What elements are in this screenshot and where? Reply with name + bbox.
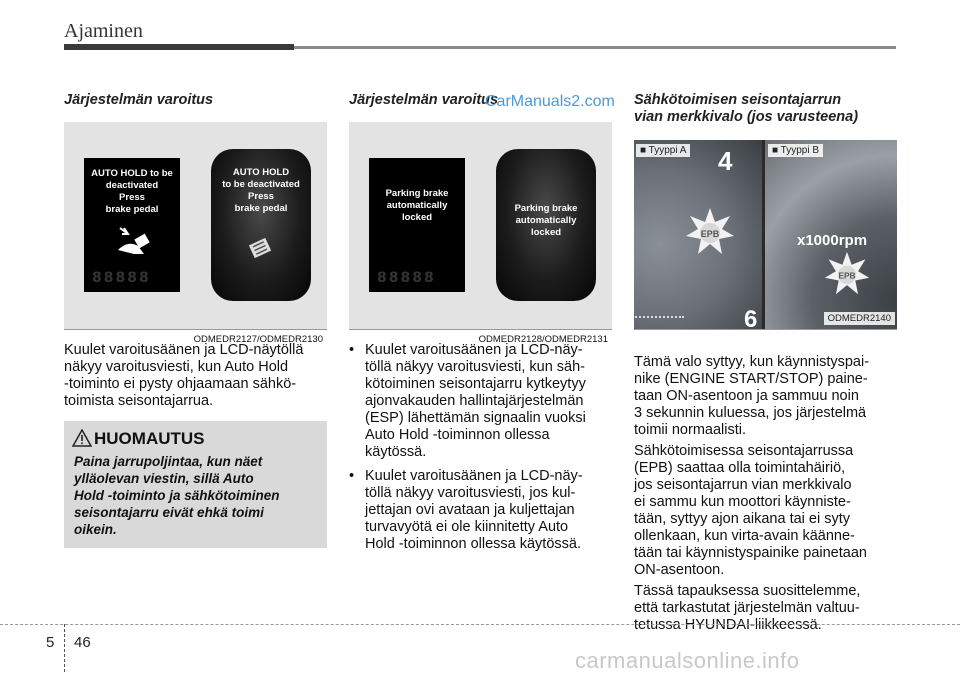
- figure-caption: ODMEDR2127/ODMEDR2130: [193, 334, 323, 345]
- epb-warning-icon: [684, 206, 736, 258]
- type-b-label: ■ Tyyppi B: [768, 144, 823, 157]
- bullet-item-2: [349, 468, 614, 558]
- text-line: että tarkastutat järjestelmän valtuu-: [634, 600, 860, 616]
- lcd-display-round: [496, 149, 596, 301]
- text-line: oikein.: [74, 522, 117, 537]
- caution-box: [64, 421, 327, 548]
- epb-label: EPB: [838, 270, 856, 281]
- lcd-line: Press: [248, 191, 274, 202]
- header-rule: [294, 46, 896, 49]
- text-line: Tässä tapauksessa suosittelemme,: [634, 583, 861, 599]
- lcd-odometer-ghost: 88888: [92, 270, 151, 286]
- text-line: taan ON-asentoon ja sammuu noin: [634, 388, 859, 404]
- text-line: Hold -toiminnon ollessa käytössä.: [365, 536, 581, 552]
- lcd-line: Parking brake: [514, 203, 578, 214]
- text-line: toimista seisontajarrua.: [64, 393, 214, 409]
- text-line: Sähkötoimisen seisontajarrun: [634, 92, 842, 108]
- page-header-title: Ajaminen: [64, 20, 143, 42]
- figure-parking-brake: [349, 122, 612, 345]
- text-line: Hold -toiminto ja sähkötoiminen: [74, 488, 280, 503]
- text-line: seisontajarru eivät ehkä toimi: [74, 505, 264, 520]
- text-line: jettajan ovi avataan ja kuljettajan: [365, 502, 575, 518]
- lcd-line: Press: [119, 192, 145, 203]
- text-line: Kuulet varoitusäänen ja LCD-näy-: [365, 468, 583, 484]
- dial-number: 6: [744, 306, 758, 330]
- caution-text: [74, 453, 319, 538]
- text-line: Kuulet varoitusäänen ja LCD-näy-: [365, 342, 583, 358]
- text-line: nike (ENGINE START/STOP) paine-: [634, 371, 868, 387]
- bullet-dot: •: [349, 468, 355, 484]
- text-line: -toiminto ei pysty ohjaamaan sähkö-: [64, 376, 297, 392]
- text-line: 3 sekunnin kuluessa, jos järjestelmä: [634, 405, 867, 421]
- figure-caption: ODMEDR2140: [824, 312, 895, 325]
- brake-pedal-icon: [247, 235, 275, 261]
- text-line: kötoiminen seisontajarru kytkeytyy: [365, 376, 586, 392]
- text-line: Tämä valo syttyy, kun käynnistyspai-: [634, 354, 870, 370]
- text-line: näkyy varoitusviesti, kun Auto Hold: [64, 359, 289, 375]
- warning-triangle-icon: [72, 429, 92, 447]
- section-title-1: Järjestelmän varoitus: [64, 92, 214, 108]
- watermark: CarManuals2.com: [485, 93, 615, 110]
- lcd-line: brake pedal: [105, 204, 159, 215]
- body-paragraph-1: [64, 342, 303, 410]
- text-line: töllä näkyy varoitusviesti, jos kul-: [365, 485, 576, 501]
- lcd-display-square: [84, 158, 180, 292]
- text-line: ylläolevan viestin, sillä Auto: [74, 471, 254, 486]
- caution-title: HUOMAUTUS: [94, 429, 205, 448]
- footer-rule: [0, 624, 960, 625]
- section-title-3: [634, 92, 858, 126]
- gauge-type-a: [634, 140, 762, 330]
- lcd-display-square: [369, 158, 465, 292]
- bullet-item-1: [349, 342, 614, 461]
- text-line: ON-asentoon.: [634, 562, 725, 578]
- text-line: toimii normaalisti.: [634, 422, 746, 438]
- header-bar: [64, 44, 294, 50]
- text-line: jos seisontajarrun vian merkkivalo: [634, 477, 852, 493]
- text-line: vian merkkivalo (jos varusteena): [634, 109, 859, 125]
- text-line: töllä näkyy varoitusviesti, kun säh-: [365, 359, 586, 375]
- epb-label: EPB: [700, 229, 720, 239]
- lcd-line: locked: [530, 227, 562, 238]
- text-line: Kuulet varoitusäänen ja LCD-näytöllä: [64, 342, 304, 358]
- text-line: tään tai käynnistyspainike painetaan: [634, 545, 867, 561]
- bullet-dot: •: [349, 342, 355, 358]
- rpm-label: x1000rpm: [797, 232, 868, 249]
- lcd-line: Parking brake: [385, 188, 449, 199]
- figure-caption: ODMEDR2128/ODMEDR2131: [478, 334, 608, 345]
- text-line: ajonvakauden hallintajärjestelmän: [365, 393, 584, 409]
- text-line: Paina jarrupoljintaa, kun näet: [74, 454, 263, 469]
- text-line: tetussa HYUNDAI-liikkeessä.: [634, 617, 822, 633]
- body-paragraph-3: [634, 443, 898, 579]
- gauge-type-b: [765, 140, 897, 330]
- text-line: (ESP) lähettämän signaalin vuoksi: [365, 410, 586, 426]
- text-line: Auto Hold -toiminnon ollessa: [365, 427, 550, 443]
- lcd-line: to be deactivated: [222, 179, 300, 190]
- type-a-label: ■ Tyyppi A: [636, 144, 690, 157]
- site-watermark: carmanualsonline.info: [575, 648, 800, 673]
- text-line: tään, syttyy ajon aikana tai ei syty: [634, 511, 850, 527]
- figure-epb-warning: [634, 140, 897, 330]
- chapter-number: 5: [46, 634, 55, 651]
- figure-auto-hold: [64, 122, 327, 345]
- brake-pedal-icon: [114, 224, 154, 260]
- lcd-line: automatically: [515, 215, 577, 226]
- body-paragraph-4: [634, 583, 898, 634]
- text-line: ei sammu kun moottori käynniste-: [634, 494, 851, 510]
- text-line: turvavyötä ei ole kiinnitetty Auto: [365, 519, 569, 535]
- lcd-line: brake pedal: [234, 203, 288, 214]
- page-number: 46: [74, 634, 91, 651]
- footer-divider: [64, 624, 65, 672]
- dial-number: 4: [718, 146, 733, 176]
- lcd-line: automatically: [386, 200, 448, 211]
- lcd-line: locked: [401, 212, 433, 223]
- lcd-line: AUTO HOLD: [232, 167, 290, 178]
- lcd-display-round: [211, 149, 311, 301]
- lcd-line: deactivated: [105, 180, 159, 191]
- section-title-2: Järjestelmän varoitus: [349, 92, 499, 108]
- gauge-ticks: [634, 316, 684, 330]
- epb-warning-icon: [823, 250, 871, 298]
- text-line: (EPB) saattaa olla toimintahäiriö,: [634, 460, 846, 476]
- text-line: Sähkötoimisessa seisontajarrussa: [634, 443, 854, 459]
- lcd-odometer-ghost: 88888: [377, 270, 436, 286]
- text-line: käytössä.: [365, 444, 427, 460]
- lcd-line: AUTO HOLD to be: [91, 168, 173, 179]
- text-line: ollenkaan, kun virta-avain käänne-: [634, 528, 855, 544]
- body-paragraph-2: [634, 354, 898, 439]
